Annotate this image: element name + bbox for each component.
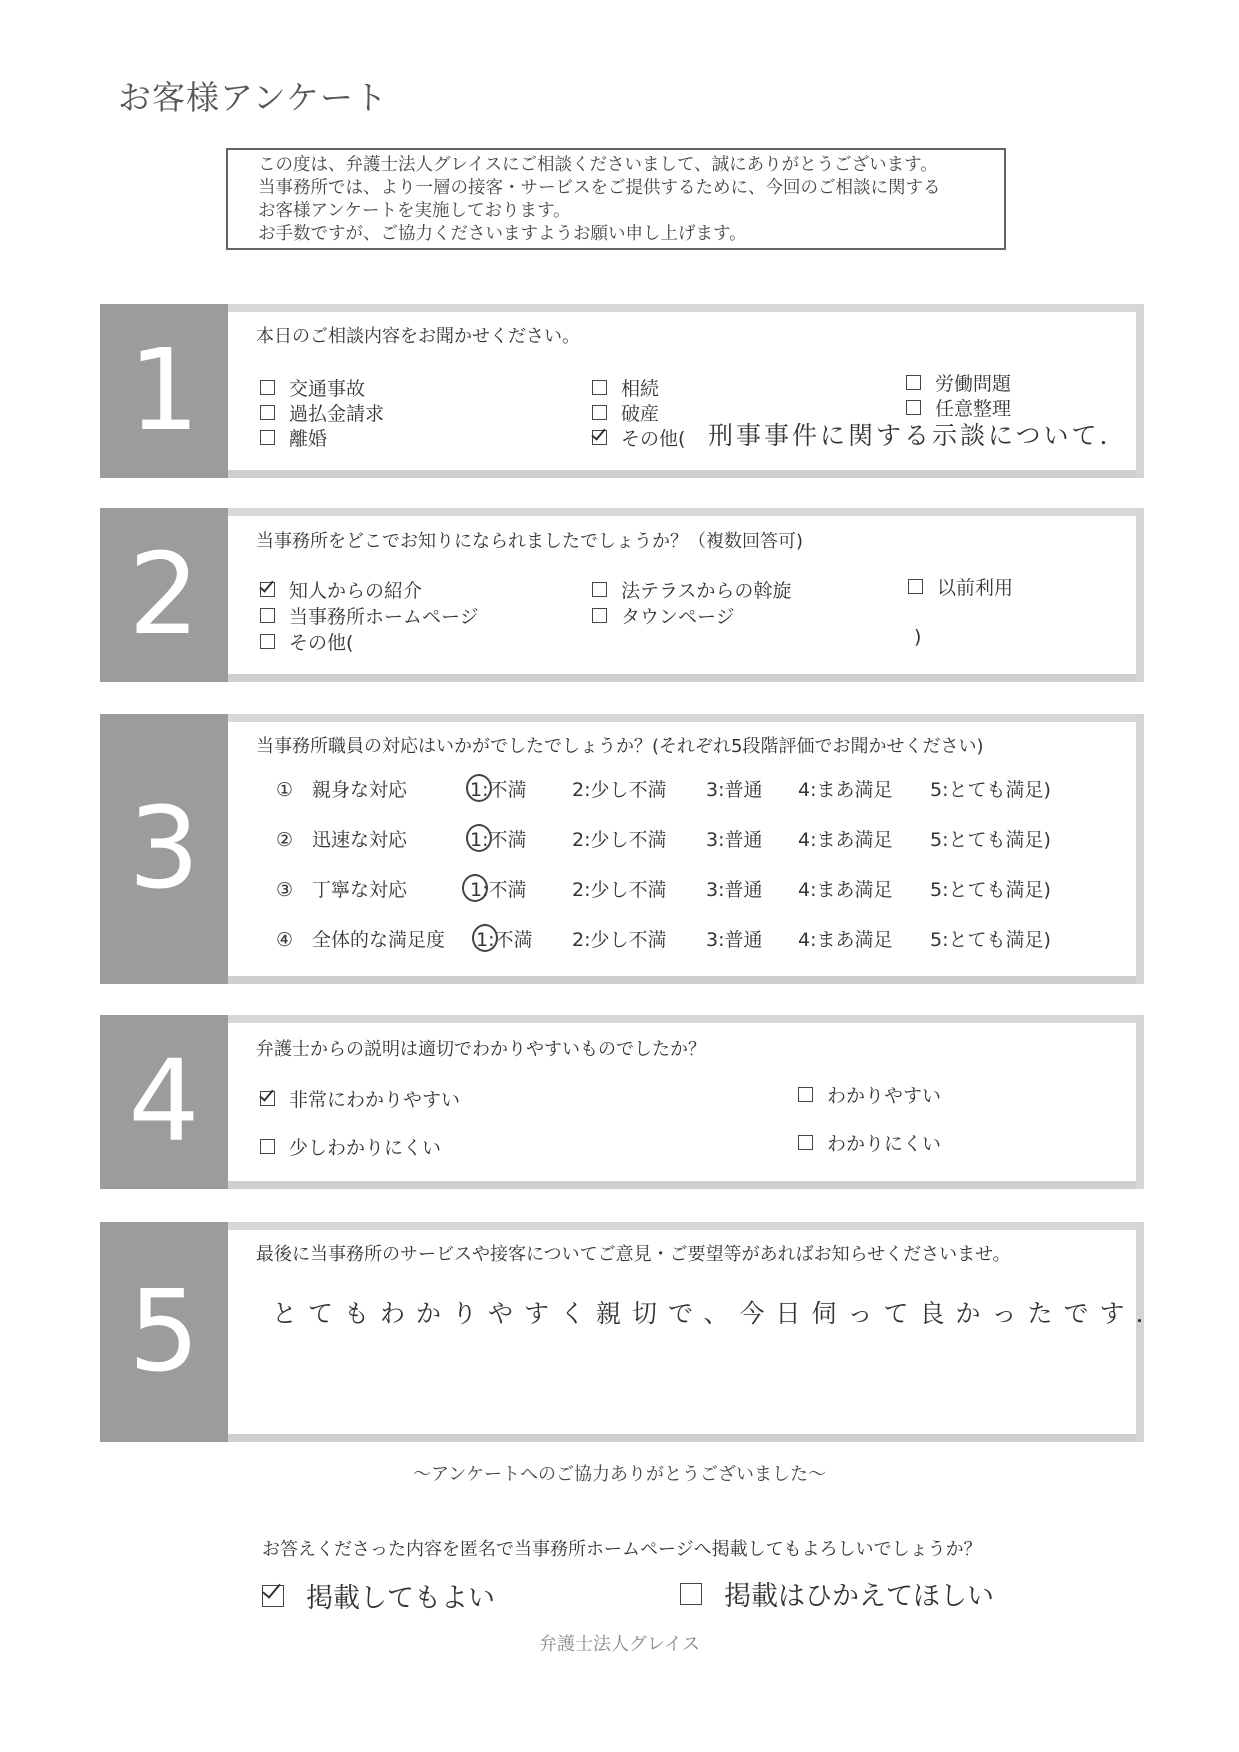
checkbox-checked[interactable] [592,430,607,445]
scale-5[interactable]: 5:とても満足) [930,829,1051,851]
row-label: ① 親身な対応 [276,779,408,801]
scale-2[interactable]: 2:少し不満 [572,779,667,801]
checkbox[interactable] [260,608,275,623]
scale-3[interactable]: 3:普通 [706,829,763,851]
intro-line: お客様アンケートを実施しております。 [258,201,571,221]
option-divorce[interactable]: 離婚 [260,424,327,451]
option-overpayment[interactable]: 過払金請求 [260,399,384,426]
scale-4[interactable]: 4:まあ満足 [798,829,893,851]
consent-no-option[interactable]: 掲載はひかえてほしい [680,1574,994,1613]
checkbox[interactable] [260,634,275,649]
option-labor[interactable]: 労働問題 [906,369,1011,396]
checkbox[interactable] [592,380,607,395]
section-number: 1 [100,304,228,478]
intro-line: 当事務所では、より一層の接客・サービスをご提供するために、今回のご相談に関する [258,178,941,198]
scale-3[interactable]: 3:普通 [706,779,763,801]
intro-box [226,148,1006,250]
checkbox[interactable] [906,375,921,390]
handwritten-other-answer: 刑事事件に関する示談について. [708,421,1111,450]
question: 最後に当事務所のサービスや接客についてご意見・ご要望等があればお知らせくださいませ。 [256,1244,1011,1265]
checkbox[interactable] [260,430,275,445]
option-slightly-unclear[interactable]: 少しわかりにくい [260,1133,441,1160]
close-paren: ) [914,626,922,648]
scale-5[interactable]: 5:とても満足) [930,929,1051,951]
intro-line: お手数ですが、ご協力くださいますようお願い申し上げます。 [258,224,747,244]
scale-5[interactable]: 5:とても満足) [930,879,1051,901]
checkbox[interactable] [592,405,607,420]
consent-question: お答えくださった内容を匿名で当事務所ホームページへ掲載してもよろしいでしょうか？ [262,1539,982,1560]
row-label: ② 迅速な対応 [276,829,408,851]
footer-firm-name: 弁護士法人グレイス [539,1634,700,1655]
checkbox[interactable] [798,1087,813,1102]
question: 当事務所職員の対応はいかがでしたでしょうか？(それぞれ5段階評価でお聞かせください) [256,736,984,757]
section-number: 2 [100,508,228,682]
checkbox[interactable] [592,608,607,623]
checkbox-checked[interactable] [260,1091,275,1106]
scale-4[interactable]: 4:まあ満足 [798,779,893,801]
scale-3[interactable]: 3:普通 [706,879,763,901]
option-traffic[interactable]: 交通事故 [260,374,365,401]
thanks-message: ～アンケートへのご協力ありがとうございました～ [413,1464,826,1485]
option-inheritance[interactable]: 相続 [592,374,659,401]
checkbox[interactable] [260,1139,275,1154]
option-bankruptcy[interactable]: 破産 [592,399,659,426]
section-1 [100,304,1144,478]
scale-2[interactable]: 2:少し不満 [572,929,667,951]
option-homepage[interactable]: 当事務所ホームページ [260,602,479,629]
checkbox[interactable] [592,582,607,597]
checkbox-checked[interactable] [262,1585,284,1607]
option-other[interactable]: その他( [592,424,685,451]
option-previous-use[interactable]: 以前利用 [908,573,1013,600]
question: 本日のご相談内容をお聞かせください。 [256,326,580,347]
checkbox[interactable] [680,1583,702,1605]
row-label: ④ 全体的な満足度 [276,929,446,951]
checkbox[interactable] [260,405,275,420]
consent-yes-option[interactable]: 掲載してもよい [262,1576,495,1615]
checkbox[interactable] [906,400,921,415]
section-number: 5 [100,1222,228,1442]
section-5 [100,1222,1155,1442]
scale-1[interactable]: 1:不満 [476,929,533,951]
checkbox[interactable] [798,1135,813,1150]
scale-2[interactable]: 2:少し不満 [572,829,667,851]
handwritten-feedback: とてもわかりやすく親切で、今日伺って良かったです. [272,1299,1155,1328]
option-very-clear[interactable]: 非常にわかりやすい [260,1085,460,1112]
section-2 [100,508,1144,682]
checkbox[interactable] [908,579,923,594]
section-4 [100,1015,1144,1189]
scale-3[interactable]: 3:普通 [706,929,763,951]
scale-1[interactable]: 1:不満 [470,829,527,851]
option-unclear[interactable]: わかりにくい [798,1129,941,1156]
scale-2[interactable]: 2:少し不満 [572,879,667,901]
option-houterasu[interactable]: 法テラスからの斡旋 [592,576,791,603]
option-referral[interactable]: 知人からの紹介 [260,576,422,603]
checkbox-checked[interactable] [260,582,275,597]
scale-5[interactable]: 5:とても満足) [930,779,1051,801]
scale-1[interactable]: 1:不満 [470,779,527,801]
row-label: ③ 丁寧な対応 [276,879,408,901]
section-number: 4 [100,1015,228,1189]
option-townpage[interactable]: タウンページ [592,602,735,629]
scale-1[interactable]: 1:不満 [470,879,527,901]
intro-line: この度は、弁護士法人グレイスにご相談くださいまして、誠にありがとうございます。 [258,155,938,175]
question: 弁護士からの説明は適切でわかりやすいものでしたか？ [256,1039,706,1060]
option-clear[interactable]: わかりやすい [798,1081,941,1108]
option-other[interactable]: その他( [260,628,353,655]
scale-4[interactable]: 4:まあ満足 [798,879,893,901]
section-number: 3 [100,714,228,984]
question: 当事務所をどこでお知りになられましたでしょうか？（複数回答可) [256,531,804,552]
checkbox[interactable] [260,380,275,395]
scale-4[interactable]: 4:まあ満足 [798,929,893,951]
page-title: お客様アンケート [118,78,389,117]
option-debt-arrangement[interactable]: 任意整理 [906,394,1011,421]
